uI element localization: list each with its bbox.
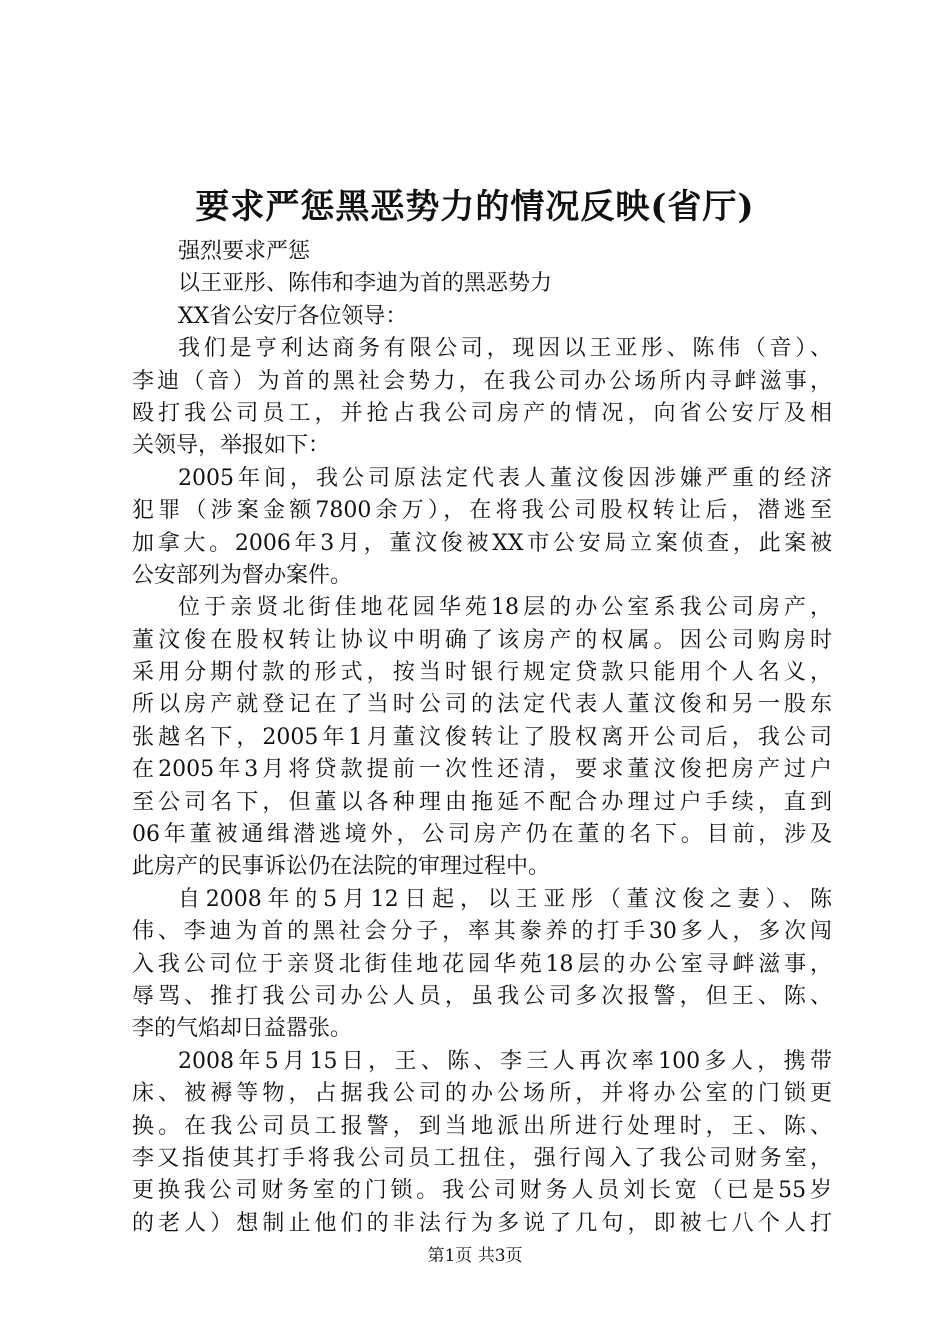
body-line: 关领导，举报如下： bbox=[132, 433, 331, 459]
body-line: 至公司名下，但董以各种理由拖延不配合办理过户手续，直到 bbox=[132, 789, 832, 815]
body-line: 以王亚彤、陈伟和李迪为首的黑恶势力 bbox=[178, 271, 553, 297]
body-line: 我们是亨利达商务有限公司，现因以王亚彤、陈伟（音）、 bbox=[178, 336, 832, 362]
body-line: 位于亲贤北街佳地花园华苑18层的办公室系我公司房产， bbox=[178, 595, 832, 621]
body-line: 李迪（音）为首的黑社会势力，在我公司办公场所内寻衅滋事， bbox=[132, 368, 832, 394]
body-line: 换。在我公司员工报警，到当地派出所进行处理时，王、陈、 bbox=[132, 1113, 832, 1139]
body-line: 的老人）想制止他们的非法行为多说了几句，即被七八个人打 bbox=[132, 1210, 832, 1236]
document-body bbox=[132, 236, 832, 1240]
body-line: 公安部列为督办案件。 bbox=[132, 562, 353, 588]
body-line: 2008年5月15日，王、陈、李三人再次率100多人，携带 bbox=[178, 1048, 832, 1074]
body-line: 犯罪（涉案金额7800余万），在将我公司股权转让后，潜逃至 bbox=[132, 498, 832, 524]
body-line: 辱骂、推打我公司办公人员，虽我公司多次报警，但王、陈、 bbox=[132, 983, 832, 1009]
body-line: 董汶俊在股权转让协议中明确了该房产的权属。因公司购房时 bbox=[132, 627, 832, 653]
body-line: 在2005年3月将贷款提前一次性还清，要求董汶俊把房产过户 bbox=[132, 757, 832, 783]
body-line: 加拿大。2006年3月，董汶俊被XX市公安局立案侦查，此案被 bbox=[132, 530, 832, 556]
body-line: 李又指使其打手将我公司员工扭住，强行闯入了我公司财务室， bbox=[132, 1145, 832, 1171]
body-line: 所以房产就登记在了当时公司的法定代表人董汶俊和另一股东 bbox=[132, 692, 832, 718]
body-line: 2005年间，我公司原法定代表人董汶俊因涉嫌严重的经济 bbox=[178, 465, 832, 491]
body-line: 伟、李迪为首的黑社会分子，率其豢养的打手30多人，多次闯 bbox=[132, 919, 832, 945]
body-line: 此房产的民事诉讼仍在法院的审理过程中。 bbox=[132, 854, 551, 880]
body-line: 李的气焰却日益嚣张。 bbox=[132, 1016, 353, 1042]
body-line: 06年董被通缉潜逃境外，公司房产仍在董的名下。目前，涉及 bbox=[132, 822, 832, 848]
body-line: 床、被褥等物，占据我公司的办公场所，并将办公室的门锁更 bbox=[132, 1081, 832, 1107]
body-line: 强烈要求严惩 bbox=[178, 239, 311, 264]
page-footer: 第1页 共3页 bbox=[427, 1246, 523, 1266]
document-title: 要求严惩黑恶势力的情况反映(省厅) bbox=[195, 187, 755, 227]
body-line: 更换我公司财务室的门锁。我公司财务人员刘长宽（已是55岁 bbox=[132, 1178, 832, 1204]
body-line: 自2008年的5月12日起，以王亚彤（董汶俊之妻）、陈 bbox=[178, 886, 832, 912]
body-line: XX省公安厅各位领导： bbox=[178, 303, 408, 329]
body-line: 入我公司位于亲贤北街佳地花园华苑18层的办公室寻衅滋事， bbox=[132, 951, 832, 977]
body-line: 殴打我公司员工，并抢占我公司房产的情况，向省公安厅及相 bbox=[132, 400, 832, 426]
body-line: 采用分期付款的形式，按当时银行规定贷款只能用个人名义， bbox=[132, 660, 832, 686]
body-line: 张越名下，2005年1月董汶俊转让了股权离开公司后，我公司 bbox=[132, 724, 832, 750]
